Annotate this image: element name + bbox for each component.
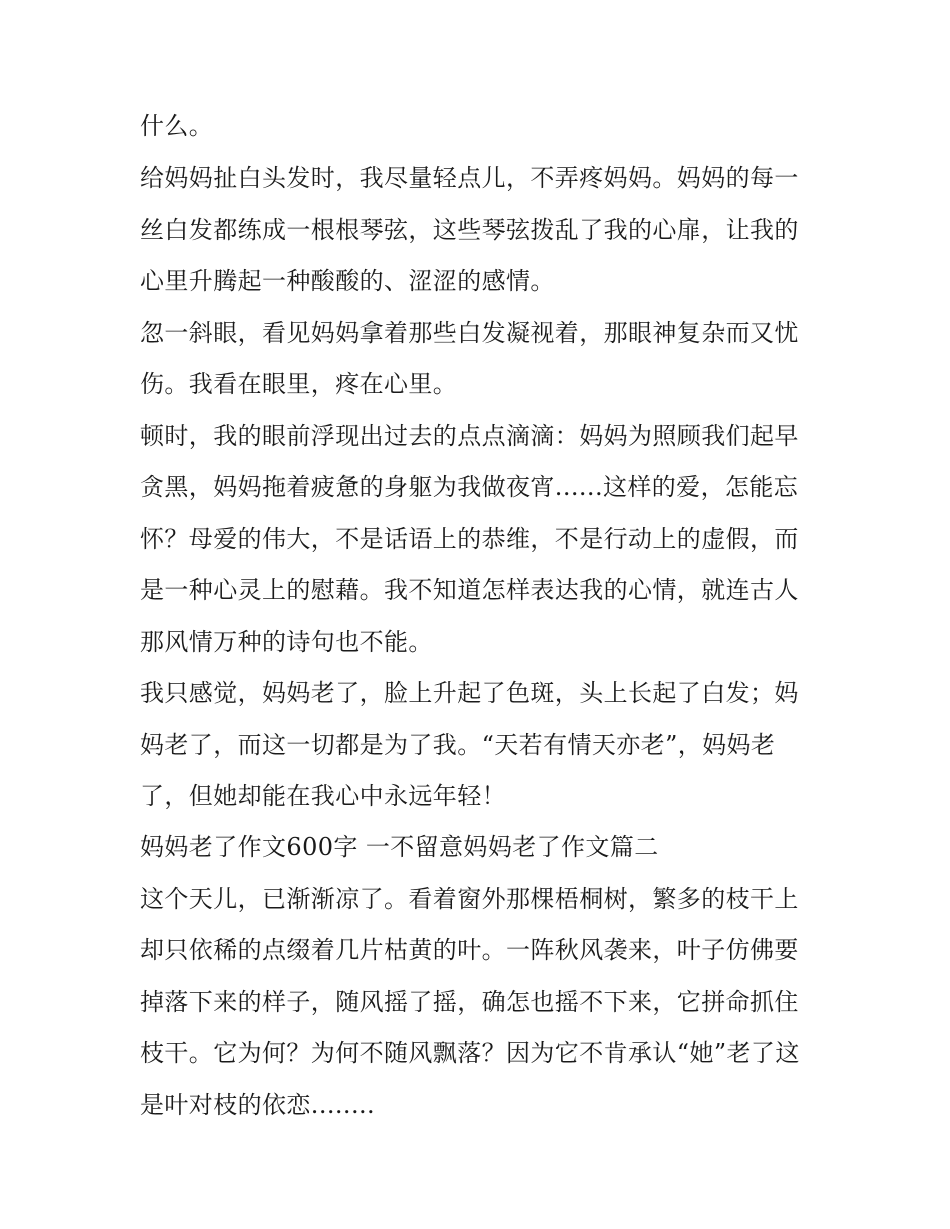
text-line: 掉落下来的样子，随风摇了摇，确怎也摇不下来，它拼命抓住 xyxy=(140,988,799,1016)
text-line: 却只依稀的点缀着几片枯黄的叶。一阵秋风袭来，叶子仿佛要 xyxy=(140,936,799,964)
text-line: 枝干。它为何？为何不随风飘落？因为它不肯承认“她”老了这 xyxy=(140,1039,800,1067)
text-line: 伤。我看在眼里，疼在心里。 xyxy=(140,370,458,398)
text-line: 妈老了，而这一切都是为了我。“天若有情天亦老”，妈妈老 xyxy=(140,731,776,759)
text-line: 我只感觉，妈妈老了，脸上升起了色斑，头上长起了白发；妈 xyxy=(140,679,799,707)
text-line: 忽一斜眼，看见妈妈拿着那些白发凝视着，那眼神复杂而又忧 xyxy=(140,319,799,347)
text-line: 是一种心灵上的慰藉。我不知道怎样表达我的心情，就连古人 xyxy=(140,576,799,604)
text-line: 怀？母爱的伟大，不是话语上的恭维，不是行动上的虚假，而 xyxy=(140,525,799,553)
text-line: 是叶对枝的依恋........ xyxy=(140,1091,376,1119)
text-line: 那风情万种的诗句也不能。 xyxy=(140,628,433,656)
text-line: 了，但她却能在我心中永远年轻！ xyxy=(140,782,506,810)
section-heading: 妈妈老了作文600字 一不留意妈妈老了作文篇二 xyxy=(140,833,659,861)
text-line: 心里升腾起一种酸酸的、涩涩的感情。 xyxy=(140,267,555,295)
text-line: 丝白发都练成一根根琴弦，这些琴弦拨乱了我的心扉，让我的 xyxy=(140,216,799,244)
text-line: 给妈妈扯白头发时，我尽量轻点儿，不弄疼妈妈。妈妈的每一 xyxy=(140,164,799,192)
text-line: 贪黑，妈妈拖着疲惫的身躯为我做夜宵......这样的爱，怎能忘 xyxy=(140,473,799,501)
text-line: 什么。 xyxy=(140,112,214,140)
text-line: 顿时，我的眼前浮现出过去的点点滴滴：妈妈为照顾我们起早 xyxy=(140,422,799,450)
text-line: 这个天儿，已渐渐凉了。看着窗外那棵梧桐树，繁多的枝干上 xyxy=(140,885,799,913)
